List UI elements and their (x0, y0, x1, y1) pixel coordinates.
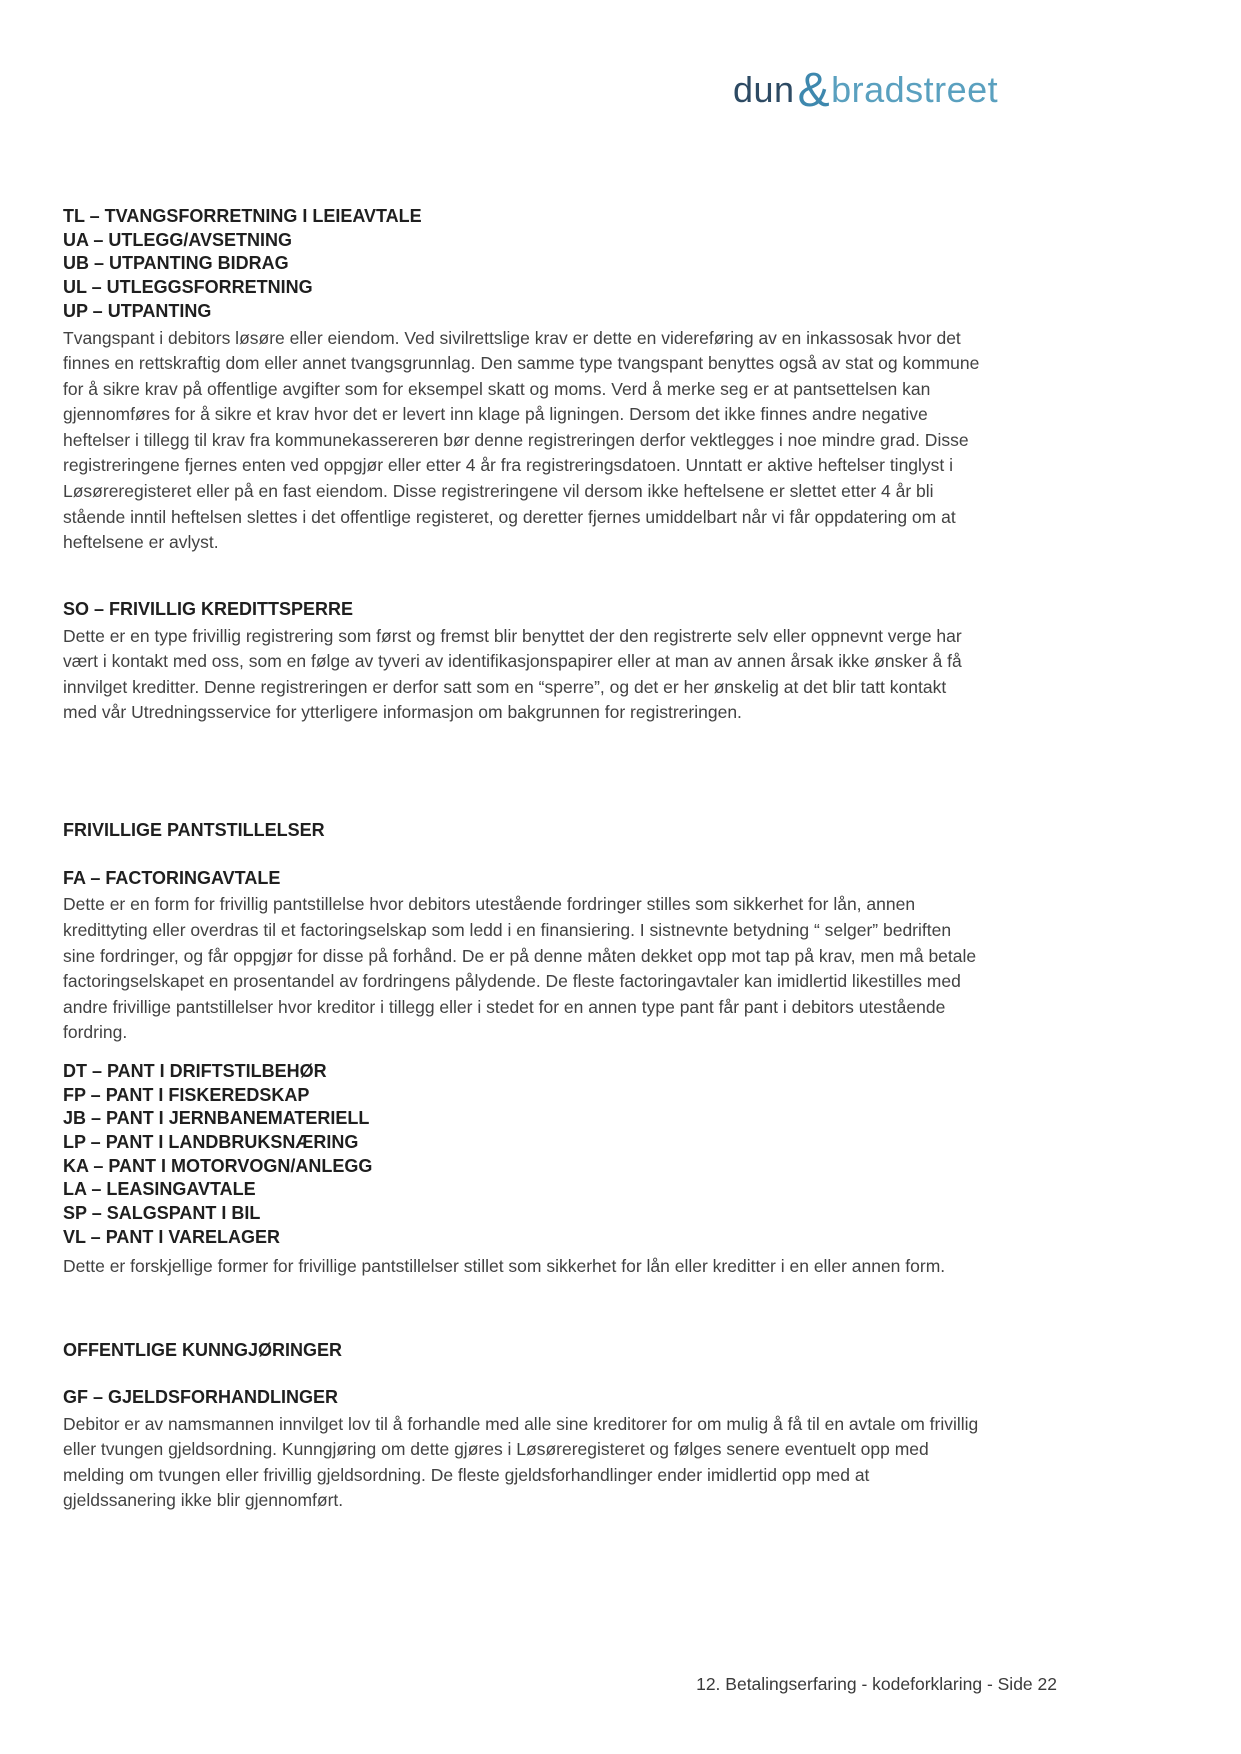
document-content (63, 205, 985, 1514)
paragraph-frivillige-pantstillelser: Dette er forskjellige former for frivillige pantstillelser stillet som sikkerhet for lån eller kreditter i en eller annen form. (63, 1255, 946, 1276)
section-factoringavtale (63, 867, 985, 1046)
code-heading-fp: FP – PANT I FISKEREDSKAP (63, 1084, 310, 1105)
logo-text-bradstreet: bradstreet (831, 69, 999, 110)
page-footer: 12. Betalingserfaring - kodeforklaring - Side 22 (696, 1674, 1057, 1694)
code-heading-dt: DT – PANT I DRIFTSTILBEHØR (63, 1060, 327, 1081)
code-heading-fa: FA – FACTORINGAVTALE (63, 867, 281, 888)
logo-ampersand-icon: & (797, 64, 831, 117)
code-heading-so: SO – FRIVILLIG KREDITTSPERRE (63, 598, 354, 619)
logo-text-dun: dun (733, 69, 795, 110)
code-heading-ua: UA – UTLEGG/AVSETNING (63, 229, 293, 250)
code-heading-la: LA – LEASINGAVTALE (63, 1179, 256, 1200)
code-heading-vl: VL – PANT I VARELAGER (63, 1226, 281, 1247)
code-heading-ul: UL – UTLEGGSFORRETNING (63, 277, 313, 298)
paragraph-factoringavtale: Dette er en form for frivillig pantstillelse hvor debitors utestående fordringer stilles som sikkerhet for lån, annen kredittyting eller overdras til et factoringselskap som ledd i en finansiering. I sistnevnte betydning “ selger” bedriften sine fordringer, og får oppgjør for disse på forhånd. De er på denne måten dekket opp mot tap på krav, men må betale factoringselskapet en prosentandel av fordringens pålydende. De fleste factoringavtaler kan imidlertid likestilles med andre frivillige pantstillelser hvor kreditor i tillegg eller i stedet for en annen type pant får pant i debitors utestående fordring. (63, 894, 977, 1043)
code-heading-jb: JB – PANT I JERNBANEMATERIELL (63, 1108, 370, 1129)
code-heading-up: UP – UTPANTING (63, 300, 212, 321)
paragraph-gjeldsforhandlinger: Debitor er av namsmannen innvilget lov til å forhandle med alle sine kreditorer for om mulig å få til en avtale om frivillig eller tvungen gjeldsordning. Kunngjøring om dette gjøres i Løsøreregisteret og følges senere eventuelt opp med melding om tvungen eller frivillig gjeldsordning. De fleste gjeldsforhandlinger ender imidlertid opp med at gjeldssanering ikke blir gjennomført. (63, 1413, 979, 1511)
code-heading-gf: GF – GJELDSFORHANDLINGER (63, 1386, 339, 1407)
section-pant-koder (63, 1060, 985, 1250)
section-tvangsforretninger (63, 205, 985, 556)
dun-bradstreet-logo (733, 64, 999, 117)
section-gjeldsforhandlinger (63, 1386, 985, 1514)
code-heading-ub: UB – UTPANTING BIDRAG (63, 253, 289, 274)
code-heading-sp: SP – SALGSPANT I BIL (63, 1203, 261, 1224)
code-heading-tl: TL – TVANGSFORRETNING I LEIEAVTALE (63, 206, 422, 226)
code-heading-lp: LP – PANT I LANDBRUKSNÆRING (63, 1132, 359, 1153)
paragraph-kredittsperre: Dette er en type frivillig registrering som først og fremst blir benyttet der den registrerte selv eller oppnevnt verge har vært i kontakt med oss, som en følge av tyveri av identifikasjonspapirer eller at man av annen årsak ikke ønsker å få innvilget kreditter. Denne registreringen er derfor satt som en “sperre”, og det er her ønskelig at det blir tatt kontakt med vår Utredningsservice for ytterligere informasjon om bakgrunnen for registreringen. (63, 625, 962, 723)
section-title-frivillige-pantstillelser: FRIVILLIGE PANTSTILLELSER (63, 819, 325, 840)
section-title-offentlige-kunngjoringer: OFFENTLIGE KUNNGJØRINGER (63, 1340, 343, 1361)
paragraph-tvangspant: Tvangspant i debitors løsøre eller eiendom. Ved sivilrettslige krav er dette en videreføring av en inkassosak hvor det finnes en rettskraftig dom eller annet tvangsgrunnlag. Den samme type tvangspant benyttes også av stat og kommune for å sikre krav på offentlige avgifter som for eksempel skatt og moms. Verd å merke seg er at pantsettelsen kan gjennomføres for å sikre et krav hvor det er levert inn klage på ligningen. Dersom det ikke finnes andre negative heftelser i tillegg til krav fra kommunekassereren bør denne registreringen derfor vektlegges i noe mindre grad. Disse registreringene fjernes enten ved oppgjør eller etter 4 år fra registreringsdatoen. Unntatt er aktive heftelser tinglyst i Løsøreregisteret eller på en fast eiendom. Disse registreringene vil dersom ikke heftelsene er slettet etter 4 år bli stående inntil heftelsen slettes i det offentlige registeret, og deretter fjernes umiddelbart når vi får oppdatering om at heftelsene er avlyst. (63, 327, 980, 553)
code-heading-ka: KA – PANT I MOTORVOGN/ANLEGG (63, 1155, 373, 1176)
section-kredittsperre (63, 598, 985, 726)
